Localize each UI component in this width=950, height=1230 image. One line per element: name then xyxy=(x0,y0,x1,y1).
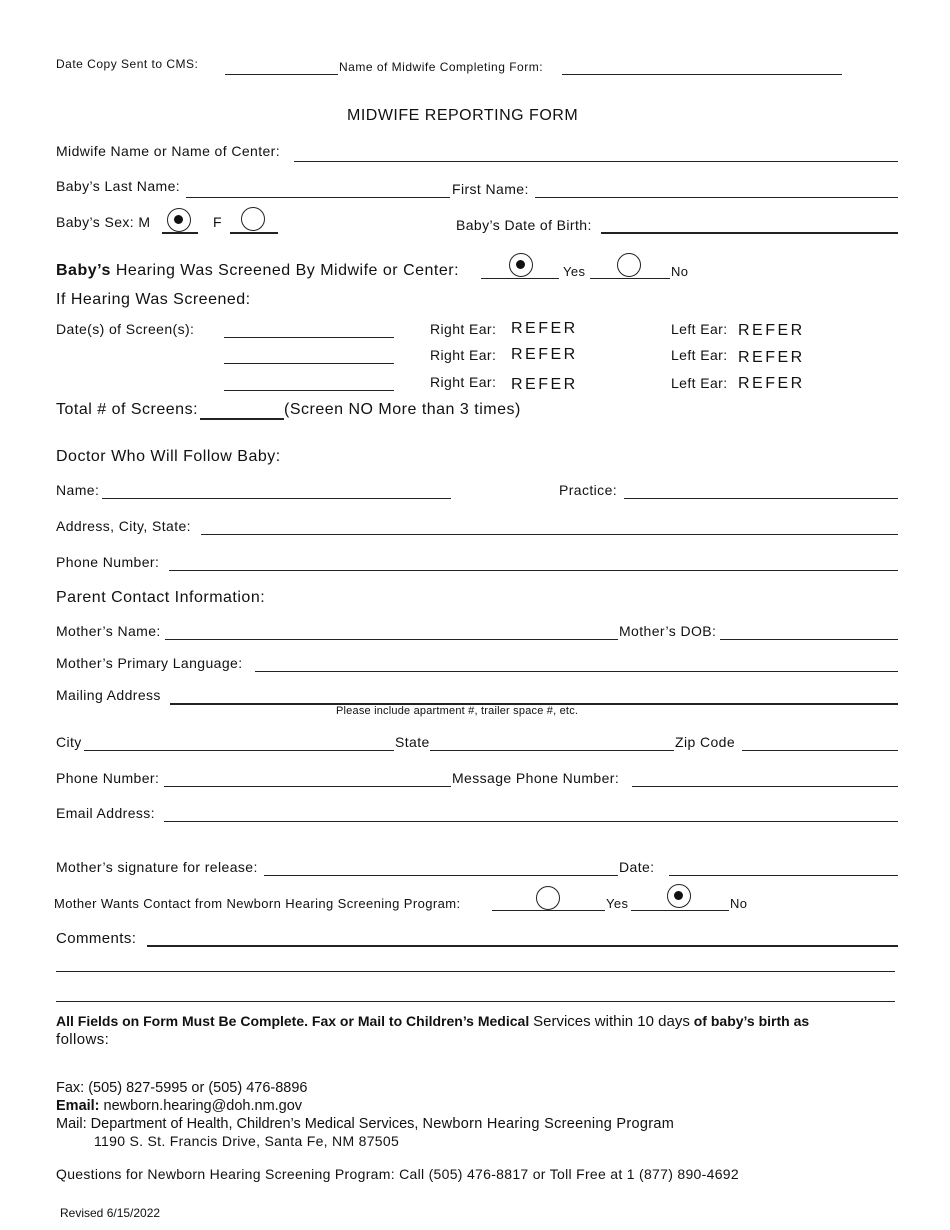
state-label: State xyxy=(395,734,430,750)
contact-no-label: No xyxy=(730,896,748,911)
mother-name-field[interactable] xyxy=(165,639,618,640)
contact-yes-underline xyxy=(492,910,605,911)
screened-question: Baby’s Hearing Was Screened By Midwife or Center: xyxy=(56,262,460,279)
left-ear-label: Left Ear: xyxy=(671,321,728,337)
mail-line-1: Mail: Department of Health, Children’s Medical Services, Newborn Hearing Screening Program xyxy=(56,1116,675,1132)
mailing-address-hint: Please include apartment #, trailer space #, etc. xyxy=(336,705,579,717)
comments-field-3[interactable] xyxy=(56,1001,895,1002)
screened-yes-underline xyxy=(481,278,559,279)
language-label: Mother’s Primary Language: xyxy=(56,655,243,671)
screened-yes-label: Yes xyxy=(563,264,586,279)
signature-field[interactable] xyxy=(264,875,618,876)
comments-field-1[interactable] xyxy=(147,945,898,947)
parent-heading: Parent Contact Information: xyxy=(56,589,266,606)
midwife-completing-label: Name of Midwife Completing Form: xyxy=(339,60,544,74)
if-screened-heading: If Hearing Was Screened: xyxy=(56,291,251,308)
parent-phone-field[interactable] xyxy=(164,786,451,787)
doctor-practice-field[interactable] xyxy=(624,498,898,499)
contact-no-underline xyxy=(631,910,729,911)
date-copy-field[interactable] xyxy=(225,74,338,75)
sex-f-underline xyxy=(230,232,278,234)
screen-date-1-field[interactable] xyxy=(224,337,394,338)
right-ear-result-1: REFER xyxy=(511,320,578,337)
right-ear-label: Right Ear: xyxy=(430,374,497,390)
left-ear-result-1: REFER xyxy=(738,322,805,339)
comments-field-2[interactable] xyxy=(56,971,895,972)
screened-yes-radio[interactable] xyxy=(509,253,533,277)
baby-last-name-label: Baby’s Last Name: xyxy=(56,178,181,194)
screen-date-2-field[interactable] xyxy=(224,363,394,364)
form-title: MIDWIFE REPORTING FORM xyxy=(347,107,579,124)
screen-dates-label: Date(s) of Screen(s): xyxy=(56,321,195,337)
signature-date-field[interactable] xyxy=(669,875,898,876)
zip-label: Zip Code xyxy=(675,734,736,750)
baby-dob-field[interactable] xyxy=(601,232,898,234)
message-phone-field[interactable] xyxy=(632,786,898,787)
left-ear-label: Left Ear: xyxy=(671,347,728,363)
sex-f-label: F xyxy=(213,214,222,230)
mailing-address-label: Mailing Address xyxy=(56,687,161,703)
email-line: Email: newborn.hearing@doh.nm.gov xyxy=(56,1098,303,1114)
doctor-heading: Doctor Who Will Follow Baby: xyxy=(56,448,281,465)
mother-name-label: Mother’s Name: xyxy=(56,623,161,639)
sex-f-radio[interactable] xyxy=(241,207,265,231)
date-copy-label: Date Copy Sent to CMS: xyxy=(56,57,199,71)
left-ear-result-3: REFER xyxy=(738,375,805,392)
sex-m-underline xyxy=(162,232,198,234)
left-ear-label: Left Ear: xyxy=(671,375,728,391)
parent-phone-label: Phone Number: xyxy=(56,770,160,786)
baby-last-name-field[interactable] xyxy=(186,197,450,198)
state-field[interactable] xyxy=(430,750,674,751)
doctor-address-field[interactable] xyxy=(201,534,898,535)
screened-no-underline xyxy=(590,278,670,279)
revised-date: Revised 6/15/2022 xyxy=(60,1206,161,1220)
city-label: City xyxy=(56,734,82,750)
signature-date-label: Date: xyxy=(619,859,655,875)
comments-label: Comments: xyxy=(56,930,137,947)
doctor-phone-label: Phone Number: xyxy=(56,554,160,570)
contact-no-radio[interactable] xyxy=(667,884,691,908)
doctor-name-field[interactable] xyxy=(102,498,451,499)
instructions-line-1: All Fields on Form Must Be Complete. Fax or Mail to Children’s Medical Services within 10 days of baby’s birth as xyxy=(56,1013,810,1030)
total-screens-label: Total # of Screens: xyxy=(56,401,199,418)
city-field[interactable] xyxy=(84,750,394,751)
midwife-completing-field[interactable] xyxy=(562,74,842,75)
baby-dob-label: Baby’s Date of Birth: xyxy=(456,217,592,233)
email-field[interactable] xyxy=(164,821,898,822)
mail-line-2: 1190 S. St. Francis Drive, Santa Fe, NM 87505 xyxy=(94,1133,400,1149)
doctor-practice-label: Practice: xyxy=(559,482,618,498)
mother-dob-field[interactable] xyxy=(720,639,898,640)
right-ear-label: Right Ear: xyxy=(430,347,497,363)
questions-line: Questions for Newborn Hearing Screening Program: Call (505) 476-8817 or Toll Free at 1 (877) 890-4692 xyxy=(56,1166,739,1182)
doctor-phone-field[interactable] xyxy=(169,570,898,571)
baby-first-name-label: First Name: xyxy=(452,181,529,197)
right-ear-label: Right Ear: xyxy=(430,321,497,337)
doctor-name-label: Name: xyxy=(56,482,100,498)
sex-m-radio[interactable] xyxy=(167,208,191,232)
message-phone-label: Message Phone Number: xyxy=(452,770,620,786)
language-field[interactable] xyxy=(255,671,898,672)
right-ear-result-3: REFER xyxy=(511,376,578,393)
contact-yes-label: Yes xyxy=(606,896,629,911)
screen-date-3-field[interactable] xyxy=(224,390,394,391)
screened-no-radio[interactable] xyxy=(617,253,641,277)
email-label: Email Address: xyxy=(56,805,155,821)
baby-sex-label: Baby’s Sex: M xyxy=(56,214,151,230)
instructions-line-2: follows: xyxy=(56,1031,110,1048)
zip-field[interactable] xyxy=(742,750,898,751)
screened-no-label: No xyxy=(671,264,689,279)
contact-question: Mother Wants Contact from Newborn Hearing Screening Program: xyxy=(54,896,461,911)
baby-first-name-field[interactable] xyxy=(535,197,898,198)
fax-line: Fax: (505) 827-5995 or (505) 476-8896 xyxy=(56,1080,308,1096)
midwife-center-field[interactable] xyxy=(294,161,898,162)
mother-dob-label: Mother’s DOB: xyxy=(619,623,717,639)
midwife-center-label: Midwife Name or Name of Center: xyxy=(56,143,281,159)
right-ear-result-2: REFER xyxy=(511,346,578,363)
total-screens-field[interactable] xyxy=(200,418,284,420)
left-ear-result-2: REFER xyxy=(738,349,805,366)
doctor-address-label: Address, City, State: xyxy=(56,518,191,534)
total-screens-note: (Screen NO More than 3 times) xyxy=(284,401,521,418)
contact-yes-radio[interactable] xyxy=(536,886,560,910)
signature-label: Mother’s signature for release: xyxy=(56,859,258,875)
